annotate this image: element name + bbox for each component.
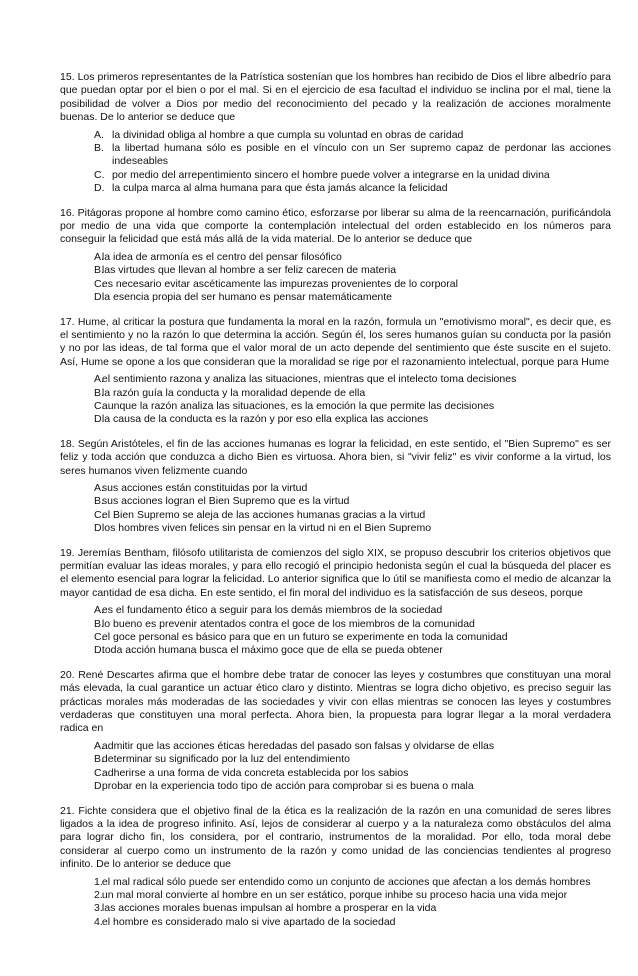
option-1 [94, 876, 611, 889]
option-marker: A. [94, 250, 104, 263]
option-list [60, 251, 611, 305]
option-marker: C. [94, 766, 105, 779]
option-marker: 1. [94, 875, 103, 888]
option-a [94, 251, 611, 264]
option-list [60, 740, 611, 794]
option-text: sus acciones logran el Bien Supremo que es la virtud [101, 495, 350, 508]
option-text: la razón guía la conducta y la moralidad depende de ella [101, 386, 366, 399]
question-stem: 20. René Descartes afirma que el hombre debe tratar de conocer las leyes y costumbres que constituyan una moral más elevada, la cual garantice un actuar ético claro y distinto. Mientras se logra dicho objetivo, es preciso seguir las prácticas morales más moderadas de las sociedades y vivir con ellas mientras se conocen las leyes y costumbres verdaderas que constituyen una moral perfecta. Ahora bien, la propuesta para lograr llegar a la moral verdadera radica en [60, 668, 611, 735]
option-marker: D. [94, 522, 105, 535]
option-text: la divinidad obliga al hombre a que cumpla su voluntad en obras de caridad [112, 128, 464, 141]
question-16 [60, 207, 611, 305]
option-a [94, 482, 611, 495]
option-text: por medio del arrepentimiento sincero el hombre puede volver a integrarse en la unidad divina [112, 168, 550, 181]
option-marker: A. [94, 604, 104, 617]
option-c [94, 169, 611, 182]
document-page [60, 71, 611, 940]
option-marker: D. [94, 413, 105, 426]
option-c [94, 631, 611, 644]
question-stem: 15. Los primeros representantes de la Patrística sostenían que los hombres han recibido de Dios el libre albedrío para que puedan optar por el bien o por el mal. Si en el ejercicio de esa facultad el individuo se inclina por el mal, tiene la posibilidad de volver a Dios por medio del reconocimiento del pecado y la realización de acciones moralmente buenas. De lo anterior se deduce que [60, 71, 611, 124]
option-d [94, 644, 611, 657]
option-text: lo bueno es prevenir atentados contra el goce de los miembros de la comunidad [101, 617, 475, 630]
option-a [94, 129, 611, 142]
option-list [60, 876, 611, 930]
option-list [60, 373, 611, 427]
question-20 [60, 669, 611, 794]
option-marker: C. [94, 277, 105, 290]
option-text: el sentimiento razona y analiza las situaciones, mientras que el intelecto toma decisiones [101, 373, 517, 386]
option-text: la esencia propia del ser humano es pensar matemáticamente [101, 291, 392, 304]
option-d [94, 182, 611, 195]
option-b [94, 387, 611, 400]
question-18 [60, 438, 611, 536]
option-list [60, 604, 611, 658]
option-text: las acciones morales buenas impulsan al hombre a prosperar en la vida [101, 902, 437, 915]
option-b [94, 618, 611, 631]
option-text: la culpa marca al alma humana para que ésta jamás alcance la felicidad [112, 182, 448, 195]
question-17 [60, 316, 611, 427]
option-marker: B. [94, 142, 104, 155]
option-marker: A. [94, 373, 104, 386]
option-marker: C. [94, 631, 105, 644]
option-text: adherirse a una forma de vida concreta establecida por los sabios [101, 766, 409, 779]
option-text: determinar su significado por la luz del entendimiento [101, 753, 350, 766]
option-text: los hombres viven felices sin pensar en la virtud ni en el Bien Supremo [101, 522, 432, 535]
option-2 [94, 889, 611, 902]
option-c [94, 400, 611, 413]
option-d [94, 780, 611, 793]
option-text: las virtudes que llevan al hombre a ser feliz carecen de materia [101, 264, 397, 277]
option-marker: B. [94, 617, 104, 630]
option-list [60, 129, 611, 196]
option-b [94, 142, 611, 169]
option-marker: D [94, 780, 102, 793]
option-marker: C. [94, 508, 105, 521]
option-b [94, 264, 611, 277]
question-stem: 16. Pitágoras propone al hombre como camino ético, esforzarse por liberar su alma de la reencarnación, purificándola por medio de una vida que comporte la contemplación intelectual del orden establecido en los números para conseguir la felicidad que está más allá de la vida material. De lo anterior se deduce que [60, 206, 611, 246]
option-c [94, 509, 611, 522]
option-a [94, 740, 611, 753]
question-stem: 17. Hume, al criticar la postura que fundamenta la moral en la razón, formula un "emotivismo moral", es decir que, es el sentimiento y no la razón lo que determina la acción. Según él, los seres humanos guían su conducta por la pasión y no por las ideas, de tal forma que el valor moral de un acto depende del sentimiento que éste suscite en el sujeto. Así, Hume se opone a los que consideran que la moralidad se rige por el razonamiento intelectual, porque para Hume [60, 315, 611, 368]
option-marker: A. [94, 128, 104, 141]
option-marker: D. [94, 644, 105, 657]
option-text: probar en la experiencia todo tipo de acción para comprobar si es buena o mala [101, 780, 474, 793]
option-marker: B. [94, 495, 104, 508]
option-3 [94, 902, 611, 915]
option-text: el Bien Supremo se aleja de las acciones humanas gracias a la virtud [101, 508, 426, 521]
option-c [94, 767, 611, 780]
option-b [94, 495, 611, 508]
option-d [94, 291, 611, 304]
option-text: el hombre es considerado malo si vive apartado de la sociedad [101, 915, 396, 928]
option-marker: 4. [94, 915, 103, 928]
option-marker: B. [94, 753, 104, 766]
question-stem: 19. Jeremías Bentham, filósofo utilitarista de comienzos del siglo XIX, se propuso descubrir los criterios objetivos que permitían evaluar las ideas morales, y para ello recogió el principio hedonista según el cual la búsqueda del placer es el elemento esencial para lograr la felicidad. Lo anterior significa que lo útil se manifiesta como el medio de alcanzar la mayor cantidad de esa dicha. En este sentido, el fin moral del individuo es la satisfacción de sus deseos, porque [60, 546, 611, 599]
option-c [94, 278, 611, 291]
option-marker: D. [94, 182, 105, 195]
option-d [94, 522, 611, 535]
option-marker: D. [94, 291, 105, 304]
option-text: es necesario evitar ascéticamente las impurezas provenientes de lo corporal [101, 277, 458, 290]
option-text: sus acciones están constituidas por la virtud [101, 481, 308, 494]
option-4 [94, 916, 611, 929]
question-stem: 21. Fichte considera que el objetivo final de la ética es la realización de la razón en una comunidad de seres libres ligados a la idea de progreso infinito. Así, lejos de considerar al cuerpo y a la naturaleza como obstáculos del alma para lograr dicho fin, los considera, por el contrario, instrumentos de la moralidad. Por ello, toda moral debe considerar al cuerpo como un instrumento de la razón y como unidad de las conciencias tendientes al progreso infinito. De lo anterior se deduce que [60, 804, 611, 871]
option-marker: B. [94, 386, 104, 399]
option-b [94, 753, 611, 766]
question-15 [60, 71, 611, 196]
question-stem: 18. Según Aristóteles, el fin de las acciones humanas es lograr la felicidad, en este sentido, el "Bien Supremo" es ser feliz y toda acción que conduzca a dicho Bien es virtuosa. Ahora bien, si "vivir feliz" es vivir conforme a la virtud, los seres humanos viven felizmente cuando [60, 437, 611, 477]
option-list [60, 482, 611, 536]
option-text: la libertad humana sólo es posible en el vínculo con un Ser supremo capaz de perdonar las acciones indeseables [112, 142, 611, 168]
question-19 [60, 547, 611, 658]
option-text: aunque la razón analiza las situaciones, es la emoción la que permite las decisiones [101, 399, 495, 412]
option-text: un mal moral convierte al hombre en un ser estático, porque inhibe su proceso hacia una vida mejor [101, 888, 568, 901]
option-d [94, 413, 611, 426]
option-marker: B. [94, 264, 104, 277]
option-marker: A. [94, 739, 104, 752]
option-text: la causa de la conducta es la razón y por eso ella explica las acciones [101, 413, 429, 426]
option-text: la idea de armonía es el centro del pensar filosófico [101, 250, 342, 263]
option-marker: 2. [94, 888, 103, 901]
option-text: toda acción humana busca el máximo goce que de ella se pueda obtener [101, 644, 443, 657]
option-marker: 3. [94, 902, 103, 915]
option-a [94, 604, 611, 617]
option-marker: A. [94, 481, 104, 494]
option-marker: C. [94, 399, 105, 412]
option-text: el goce personal es básico para que en un futuro se experimente en toda la comunidad [101, 631, 508, 644]
option-text: es el fundamento ético a seguir para los demás miembros de la sociedad [101, 604, 443, 617]
option-text: admitir que las acciones éticas heredadas del pasado son falsas y olvidarse de ellas [101, 739, 495, 752]
question-21 [60, 805, 611, 930]
option-a [94, 373, 611, 386]
option-marker: C. [94, 168, 105, 181]
option-text: el mal radical sólo puede ser entendido como un conjunto de acciones que afectan a los demás hombres [101, 875, 591, 888]
